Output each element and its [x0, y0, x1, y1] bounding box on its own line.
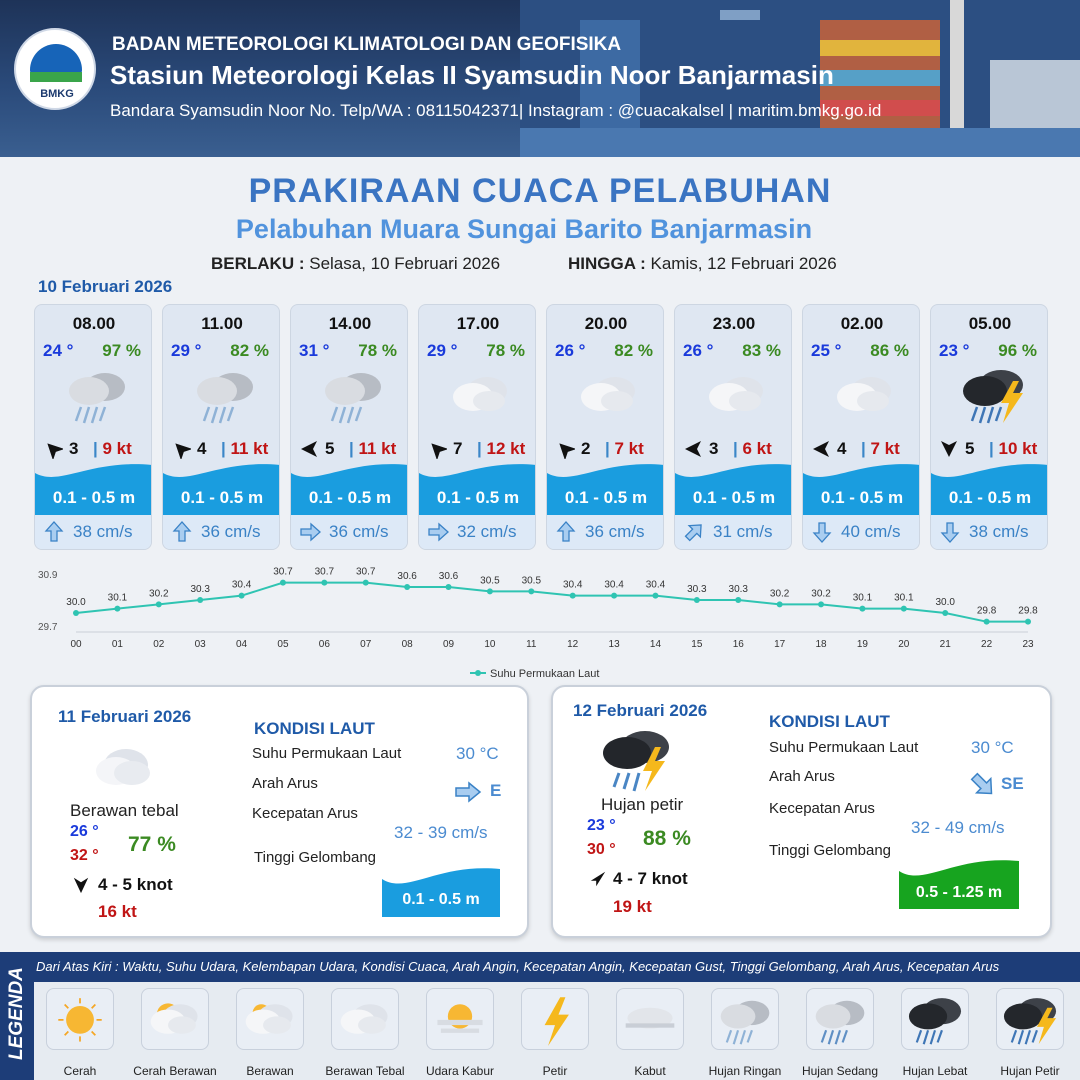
day2-humidity: 77 % [128, 833, 176, 856]
current-direction-icon [939, 521, 961, 543]
berawan-icon [237, 989, 303, 1049]
hujan-petir-icon [955, 361, 1031, 427]
data-point [156, 601, 162, 607]
day3-cur-dir-label: Arah Arus [769, 768, 835, 785]
legend-item-label: Berawan [246, 1064, 294, 1078]
data-point [735, 597, 741, 603]
card-temp: 29 ° [171, 341, 202, 360]
day3-temp-max: 30 ° [587, 841, 616, 858]
data-point [321, 580, 327, 586]
legend-label: Suhu Permukaan Laut [490, 668, 600, 680]
x-tick-label: 12 [567, 639, 579, 650]
data-point [73, 610, 79, 616]
page-subtitle: Pelabuhan Muara Sungai Barito Banjarmasin [235, 214, 813, 244]
day3-cur-dir: SE [1001, 774, 1024, 793]
data-label: 29.8 [1018, 605, 1038, 617]
hujan-ringan-icon [59, 361, 135, 427]
x-tick-label: 13 [608, 639, 620, 650]
legend-item [46, 988, 114, 1050]
day2-cur-dir: E [490, 781, 502, 800]
hujan-petir-icon [997, 989, 1063, 1049]
data-point [942, 610, 948, 616]
berawan-tebal-icon [332, 989, 398, 1049]
header-banner [0, 0, 1080, 157]
card-time: 11.00 [201, 314, 243, 333]
current-direction-icon [43, 521, 65, 543]
wind-direction-icon [589, 870, 607, 888]
legend-item-label: Petir [542, 1064, 568, 1078]
x-tick-label: 17 [774, 639, 786, 650]
data-point [239, 593, 245, 599]
day2-wind: 4 - 5 knot [98, 875, 173, 894]
x-tick-label: 03 [194, 639, 206, 650]
card-wind-speed: 4 [837, 439, 847, 458]
data-label: 30.4 [562, 579, 583, 591]
day3-wave: 0.5 - 1.25 m [915, 884, 1003, 901]
data-point [984, 619, 990, 625]
wind-direction-icon [427, 439, 447, 459]
data-label: 30.1 [894, 592, 914, 604]
berawan-tebal-icon [443, 361, 519, 427]
day2-temp-max: 32 ° [70, 847, 99, 864]
valid-to: HINGGA : Kamis, 12 Februari 2026 [568, 254, 837, 273]
x-tick-label: 08 [401, 639, 413, 650]
agency-name: BADAN METEOROLOGI KLIMATOLOGI DAN GEOFISIKA [112, 34, 622, 55]
data-label: 30.5 [480, 575, 500, 587]
x-tick-label: 14 [649, 639, 662, 650]
card-temp: 25 ° [811, 341, 842, 360]
card-gust: | 6 kt [733, 439, 772, 458]
wind-direction-icon [811, 439, 831, 459]
legend-item-label: Kabut [634, 1064, 666, 1078]
data-point [404, 584, 410, 590]
card-wind-speed: 3 [69, 439, 79, 458]
card-gust: | 11 kt [221, 439, 269, 458]
day2-condition: Berawan tebal [70, 801, 179, 820]
card-current-speed: 38 cm/s [969, 522, 1029, 541]
legend-item [806, 988, 874, 1050]
hujan-lebat-icon [902, 989, 968, 1049]
data-point [114, 606, 120, 612]
data-label: 30.3 [190, 584, 210, 595]
card-temp: 29 ° [427, 341, 458, 360]
page-title: PRAKIRAAN CUACA PELABUHAN [248, 172, 832, 210]
day3-gust: 19 kt [613, 897, 652, 916]
card-wave-height: 0.1 - 0.5 m [564, 488, 648, 507]
sst-line-chart [30, 560, 1060, 685]
forecast-card [802, 304, 920, 550]
card-current-speed: 36 cm/s [329, 522, 389, 541]
forecast-card [546, 304, 664, 550]
data-label: 30.1 [852, 592, 873, 604]
card-wave-height: 0.1 - 0.5 m [308, 488, 392, 507]
card-time: 20.00 [584, 314, 628, 333]
forecast-card [418, 304, 536, 550]
data-label: 30.7 [314, 566, 335, 578]
arrow-right-icon [454, 781, 482, 803]
data-point [818, 601, 824, 607]
data-point [1025, 619, 1031, 625]
udara-kabur-icon [427, 989, 493, 1049]
card-temp: 23 ° [939, 341, 970, 360]
wind-direction-icon [683, 439, 703, 459]
card-wave-height: 0.1 - 0.5 m [820, 488, 904, 507]
card-current-speed: 36 cm/s [201, 522, 261, 541]
data-point [363, 580, 369, 586]
wind-direction-icon [939, 439, 959, 459]
forecast-card [930, 304, 1048, 550]
data-label: 30.6 [438, 571, 459, 582]
data-point [777, 601, 783, 607]
cerah-berawan-icon [142, 989, 208, 1049]
card-humidity: 78 % [358, 341, 397, 360]
card-current-speed: 38 cm/s [73, 522, 133, 541]
card-humidity: 96 % [998, 341, 1037, 360]
card-gust: | 9 kt [93, 439, 132, 458]
card-humidity: 83 % [742, 341, 781, 360]
day1-date: 10 Februari 2026 [38, 277, 173, 296]
legend-item [331, 988, 399, 1050]
legend-item-label: Udara Kabur [425, 1064, 495, 1078]
x-tick-label: 23 [1022, 639, 1034, 650]
day2-sst-label: Suhu Permukaan Laut [252, 745, 402, 762]
card-time: 23.00 [712, 314, 756, 333]
berawan-tebal-icon [699, 361, 775, 427]
hujan-petir-icon [597, 725, 679, 797]
hujan-ringan-icon [187, 361, 263, 427]
day2-cur-speed: 32 - 39 cm/s [394, 823, 488, 842]
day3-temp-min: 23 ° [587, 817, 616, 834]
data-point [446, 584, 452, 590]
card-wave-height: 0.1 - 0.5 m [436, 488, 520, 507]
x-tick-label: 15 [691, 639, 703, 650]
data-label: 30.1 [107, 592, 128, 604]
data-label: 30.2 [811, 588, 831, 600]
card-time: 05.00 [968, 314, 1012, 333]
legend [0, 952, 1080, 1080]
arrow-southeast-icon [969, 771, 997, 799]
card-humidity: 86 % [870, 341, 909, 360]
day3-cur-speed: 32 - 49 cm/s [911, 818, 1005, 837]
card-gust: | 12 kt [477, 439, 526, 458]
data-label: 30.3 [687, 584, 707, 595]
hujan-ringan-icon [315, 361, 391, 427]
card-humidity: 82 % [614, 341, 653, 360]
data-label: 30.4 [231, 579, 252, 591]
legend-item [711, 988, 779, 1050]
data-point [280, 580, 286, 586]
legend-description: Dari Atas Kiri : Waktu, Suhu Udara, Kelembapan Udara, Kondisi Cuaca, Arah Angin, Kecepatan Angin, Kecepatan Gust, Tinggi Gelombang, Arah Arus, Kecepatan Arus [36, 959, 1000, 974]
petir-icon [522, 989, 588, 1049]
forecast-card [674, 304, 792, 550]
day2-wave-label: Tinggi Gelombang [254, 849, 377, 866]
day2-gust: 16 kt [98, 902, 137, 921]
contact-info: Bandara Syamsudin Noor No. Telp/WA : 08115042371| Instagram : @cuacakalsel | maritim.bmkg.go.id [110, 101, 882, 120]
day2-cur-dir-label: Arah Arus [252, 775, 318, 792]
day3-wind: 4 - 7 knot [613, 869, 688, 888]
card-gust: | 7 kt [861, 439, 900, 458]
current-direction-icon [683, 521, 705, 543]
data-point [487, 588, 493, 594]
legend-item-label: Hujan Lebat [902, 1064, 968, 1078]
card-wave-height: 0.1 - 0.5 m [180, 488, 264, 507]
legend-item-label: Cerah Berawan [133, 1064, 217, 1078]
day3-wave-label: Tinggi Gelombang [769, 842, 892, 859]
y-tick-label: 29.7 [38, 622, 58, 633]
card-temp: 31 ° [299, 341, 330, 360]
data-label: 30.6 [397, 571, 417, 582]
data-label: 30.0 [935, 597, 955, 608]
x-tick-label: 10 [484, 639, 496, 650]
x-tick-label: 00 [70, 639, 82, 650]
day2-sea-title: KONDISI LAUT [254, 719, 375, 738]
card-humidity: 78 % [486, 341, 525, 360]
card-wave-height: 0.1 - 0.5 m [692, 488, 776, 507]
card-gust: | 11 kt [349, 439, 397, 458]
valid-from: BERLAKU : Selasa, 10 Februari 2026 [211, 254, 501, 273]
berawan-tebal-icon [90, 739, 156, 789]
wind-direction-icon [555, 439, 575, 459]
x-tick-label: 07 [360, 639, 372, 650]
hujan-ringan-icon [712, 989, 778, 1049]
day3-humidity: 88 % [643, 827, 691, 850]
x-tick-label: 05 [277, 639, 289, 650]
card-wind-speed: 2 [581, 439, 591, 458]
berawan-tebal-icon [827, 361, 903, 427]
day2-panel [30, 685, 529, 938]
card-wind-speed: 5 [325, 439, 335, 458]
current-direction-icon [171, 521, 193, 543]
card-wave-height: 0.1 - 0.5 m [52, 488, 136, 507]
hujan-sedang-icon [807, 989, 873, 1049]
legend-item-label: Hujan Sedang [801, 1064, 879, 1078]
card-current-speed: 32 cm/s [457, 522, 517, 541]
card-temp: 24 ° [43, 341, 74, 360]
x-tick-label: 22 [981, 639, 993, 650]
x-tick-label: 21 [939, 639, 951, 650]
card-gust: | 10 kt [989, 439, 1038, 458]
data-label: 30.2 [149, 588, 169, 600]
card-time: 02.00 [840, 314, 884, 333]
data-label: 30.7 [273, 566, 293, 578]
cerah-icon [47, 989, 113, 1049]
kabut-icon [617, 989, 683, 1049]
card-wind-speed: 5 [965, 439, 975, 458]
legend-item-label: Hujan Ringan [708, 1064, 782, 1078]
bmkg-logo: BMKG [14, 28, 96, 110]
current-direction-icon [811, 521, 833, 543]
day2-date: 11 Februari 2026 [58, 707, 192, 726]
forecast-card [290, 304, 408, 550]
day3-date: 12 Februari 2026 [573, 701, 708, 720]
data-label: 30.2 [769, 588, 790, 600]
card-humidity: 97 % [102, 341, 141, 360]
forecast-card [34, 304, 152, 550]
card-humidity: 82 % [230, 341, 269, 360]
card-wave-height: 0.1 - 0.5 m [948, 488, 1032, 507]
x-tick-label: 11 [526, 639, 537, 650]
card-time: 08.00 [72, 314, 116, 333]
legend-item [141, 988, 209, 1050]
card-temp: 26 ° [683, 341, 714, 360]
day3-cur-speed-label: Kecepatan Arus [769, 800, 875, 817]
x-tick-label: 19 [856, 639, 868, 650]
x-tick-label: 09 [442, 639, 455, 650]
day3-sst-label: Suhu Permukaan Laut [769, 739, 919, 756]
card-wind-speed: 4 [197, 439, 207, 458]
legend-item [901, 988, 969, 1050]
x-tick-label: 01 [111, 639, 123, 650]
day3-sea-title: KONDISI LAUT [769, 712, 890, 731]
data-point [197, 597, 203, 603]
day3-panel [551, 685, 1052, 938]
data-label: 30.4 [645, 579, 666, 591]
wind-direction-icon [43, 439, 63, 459]
day2-sst: 30 °C [456, 744, 499, 763]
legend-item [236, 988, 304, 1050]
berawan-tebal-icon [571, 361, 647, 427]
card-wind-speed: 7 [453, 439, 463, 458]
legend-side-label: LEGENDA [0, 952, 34, 1080]
data-label: 30.4 [604, 579, 624, 591]
legend-item [616, 988, 684, 1050]
forecast-card [162, 304, 280, 550]
card-current-speed: 36 cm/s [585, 522, 645, 541]
legend-item [996, 988, 1064, 1050]
legend-item [426, 988, 494, 1050]
day3-condition: Hujan petir [601, 795, 684, 814]
card-wind-speed: 3 [709, 439, 719, 458]
card-time: 17.00 [456, 314, 500, 333]
current-direction-icon [427, 521, 449, 543]
data-label: 30.3 [728, 584, 748, 595]
data-point [694, 597, 700, 603]
card-time: 14.00 [328, 314, 372, 333]
wind-direction-icon [299, 439, 319, 459]
series-line [76, 583, 1028, 622]
wind-direction-icon [171, 439, 191, 459]
data-point [652, 593, 658, 599]
legend-swatch-dot [475, 670, 481, 676]
data-point [611, 593, 617, 599]
x-tick-label: 16 [732, 639, 744, 650]
card-gust: | 7 kt [605, 439, 644, 458]
legend-item-label: Berawan Tebal [325, 1064, 405, 1078]
x-tick-label: 04 [236, 639, 248, 650]
legend-item [521, 988, 589, 1050]
data-label: 30.7 [356, 566, 376, 578]
data-point [859, 606, 865, 612]
data-label: 30.0 [66, 597, 86, 608]
card-current-speed: 40 cm/s [841, 522, 901, 541]
current-direction-icon [555, 521, 577, 543]
current-direction-icon [299, 521, 321, 543]
day2-temp-min: 26 ° [70, 823, 99, 840]
y-tick-label: 30.9 [38, 570, 58, 581]
data-label: 29.8 [976, 605, 997, 617]
card-temp: 26 ° [555, 341, 586, 360]
x-tick-label: 18 [815, 639, 827, 650]
card-current-speed: 31 cm/s [713, 522, 773, 541]
x-tick-label: 06 [318, 639, 330, 650]
data-point [528, 588, 534, 594]
day2-wave: 0.1 - 0.5 m [402, 891, 480, 908]
day3-sst: 30 °C [971, 738, 1014, 757]
data-point [901, 606, 907, 612]
legend-item-label: Cerah [63, 1064, 97, 1078]
data-label: 30.5 [521, 575, 542, 587]
x-tick-label: 20 [898, 639, 910, 650]
wind-direction-icon [72, 876, 90, 894]
data-point [570, 593, 576, 599]
x-tick-label: 02 [153, 639, 165, 650]
station-name: Stasiun Meteorologi Kelas II Syamsudin Noor Banjarmasin [110, 60, 834, 90]
legend-item-label: Hujan Petir [1000, 1064, 1060, 1078]
day2-cur-speed-label: Kecepatan Arus [252, 805, 358, 822]
